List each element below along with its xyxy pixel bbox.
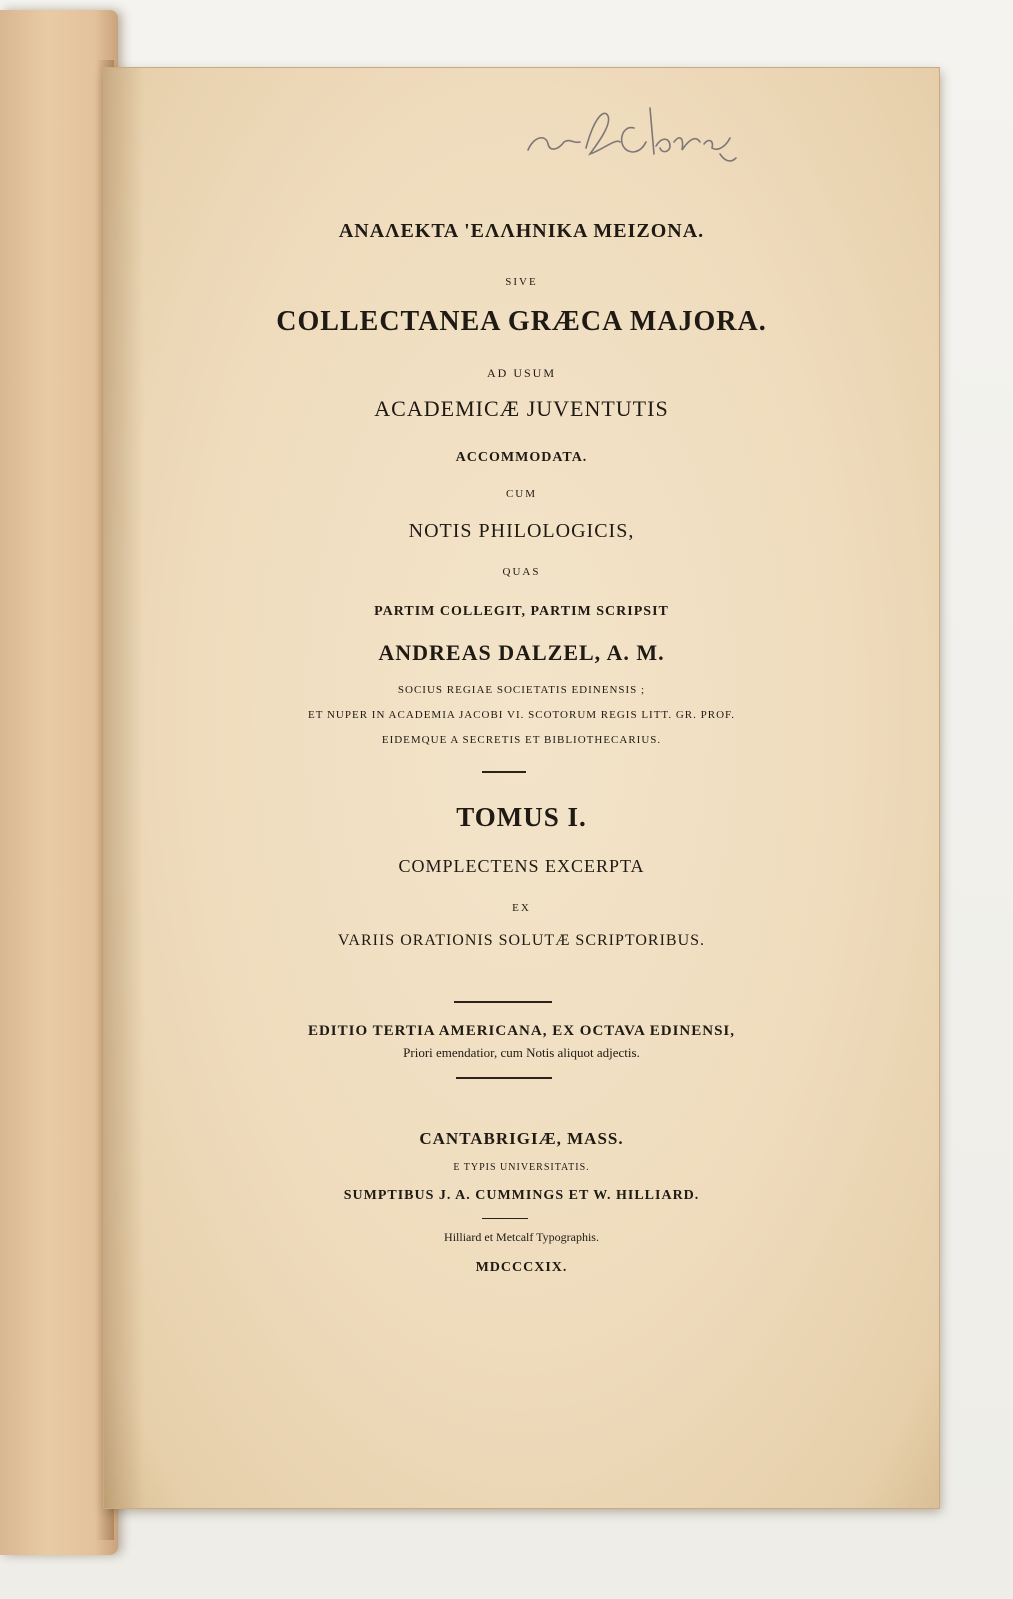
- latin-title: COLLECTANEA GRÆCA MAJORA.: [276, 306, 767, 337]
- divider-rule: [482, 1218, 528, 1219]
- ad-usum-line: AD USUM: [486, 366, 556, 380]
- editio-line: EDITIO TERTIA AMERICANA, EX OCTAVA EDINENSI,: [307, 1023, 736, 1039]
- tomus-line: TOMUS I.: [456, 802, 587, 832]
- affiliation-line-2: ET NUPER IN ACADEMIA JACOBI VI. SCOTORUM REGIS LITT. GR. PROF.: [307, 709, 735, 721]
- sumptibus-line: SUMPTIBUS J. A. CUMMINGS ET W. HILLIARD.: [343, 1188, 700, 1203]
- partim-line: PARTIM COLLEGIT, PARTIM SCRIPSIT: [374, 604, 669, 619]
- cum-line: CUM: [505, 488, 538, 500]
- divider-rule: [456, 1077, 552, 1079]
- divider-rule: [482, 771, 526, 773]
- academicae-line: ACADEMICÆ JUVENTUTIS: [374, 396, 669, 421]
- ex-line: EX: [512, 902, 531, 914]
- accommodata-line: ACCOMMODATA.: [455, 450, 588, 465]
- year-line: MDCCCXIX.: [475, 1260, 568, 1275]
- variis-line: VARIIS ORATIONIS SOLUTÆ SCRIPTORIBUS.: [337, 932, 706, 949]
- affiliation-line-3: EIDEMQUE A SECRETIS ET BIBLIOTHECARIUS.: [381, 734, 662, 746]
- quas-line: QUAS: [502, 566, 541, 578]
- author-line: ANDREAS DALZEL, A. M.: [378, 640, 665, 665]
- greek-title: ΑΝΑΛΕΚΤΑ 'ΕΛΛΗΝΙΚΑ ΜΕΙΖΟΝΑ.: [338, 220, 705, 242]
- printer-line: Hilliard et Metcalf Typographis.: [444, 1230, 599, 1244]
- affiliation-line-1: SOCIUS REGIAE SOCIETATIS EDINENSIS ;: [397, 684, 646, 696]
- notis-line: NOTIS PHILOLOGICIS,: [408, 520, 635, 542]
- typis-line: E TYPIS UNIVERSITATIS.: [453, 1162, 590, 1173]
- priori-line: Priori emendatior, cum Notis aliquot adjectis.: [403, 1045, 640, 1060]
- handwritten-signature: [524, 98, 744, 168]
- sive-line: SIVE: [505, 276, 538, 288]
- place-line: CANTABRIGIÆ, MASS.: [419, 1129, 624, 1148]
- complectens-line: COMPLECTENS EXCERPTA: [398, 856, 645, 876]
- title-page: [104, 68, 939, 1508]
- divider-rule: [454, 1001, 552, 1003]
